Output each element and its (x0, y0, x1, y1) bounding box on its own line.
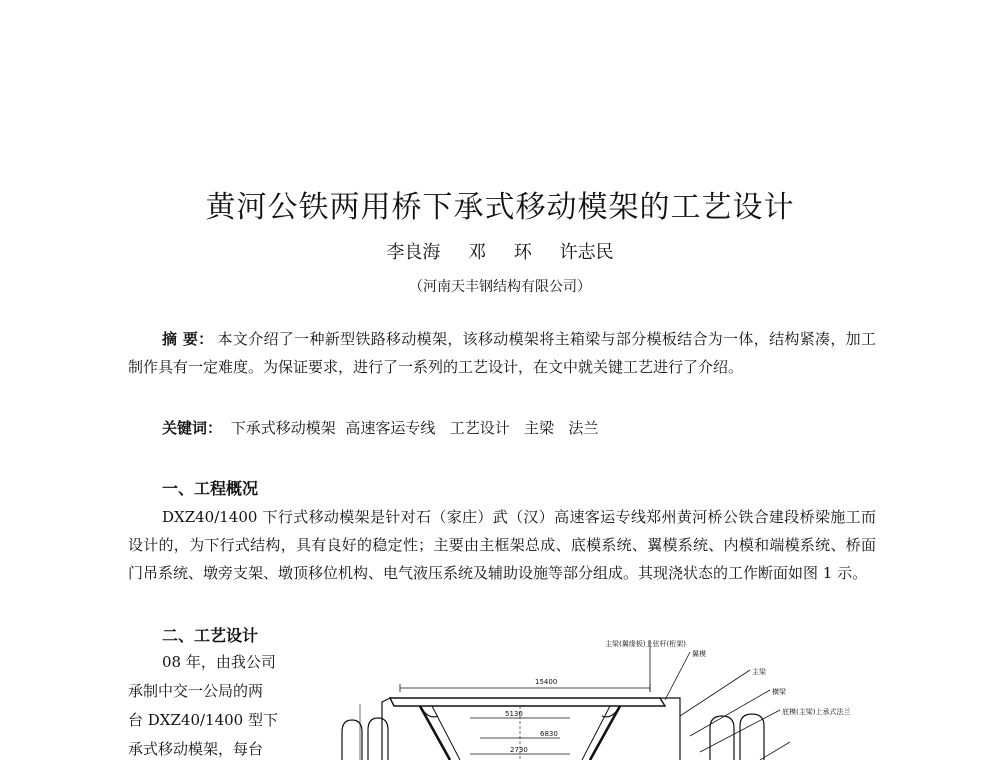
author-affiliation: （河南天丰钢结构有限公司） (409, 279, 591, 295)
author-name: 邓 (468, 242, 487, 263)
dim-label: 2730 (510, 746, 528, 754)
leader-line (665, 652, 690, 700)
section-paragraph: DXZ40/1400 下行式移动模架是针对石（家庄）武（汉）高速客运专线郑州黄河桥公铁合建段桥梁施工而设计的，为下行式结构，具有良好的稳定性；主要由主框架总成、底模系统、翼模系统、内模和端模系统、桥面门吊系统、墩旁支架、墩顶移位机构、电气液压系统及辅助设施等部分组成。其现浇状态的工作断面如图 1 示。 (128, 508, 876, 582)
abstract-label: 摘 要： (162, 330, 214, 348)
author-name: 李良海 (386, 242, 441, 263)
keyword: 工艺设计 (449, 419, 510, 437)
keyword: 主梁 (524, 419, 555, 437)
pier-right-outer (740, 714, 764, 760)
abstract (128, 325, 876, 381)
keyword: 高速客运专线 (345, 419, 436, 437)
dim-label: 15400 (535, 678, 558, 686)
keywords-label: 关键词： (162, 419, 223, 437)
keyword: 下承式移动模架 (230, 419, 336, 437)
deck-top-slab (390, 698, 665, 706)
text-line: 承式移动模架，每台 (128, 740, 264, 758)
author-name: 环 (513, 242, 532, 263)
section-paragraph-narrow (128, 648, 300, 764)
callout-label: 主梁 (752, 668, 766, 676)
left-flange (382, 698, 390, 760)
author-name: 许志民 (559, 242, 614, 263)
web-right (590, 706, 620, 760)
text-line: 台 DXZ40/1400 型下 (128, 711, 278, 729)
paper-title: 黄河公铁两用桥下承式移动模架的工艺设计 (205, 190, 795, 225)
abstract-text: 本文介绍了一种新型铁路移动模架，该移动模架将主箱梁与部分模板结合为一体，结构紧凑，加工制作具有一定难度。为保证要求，进行了一系列的工艺设计，在文中就关键工艺进行了介绍。 (128, 330, 876, 376)
text-line: 承制中交一公局的两 (128, 682, 264, 700)
author-list (0, 238, 1000, 264)
callout-label: 横梁 (772, 688, 786, 696)
leader-line (680, 670, 750, 716)
text-line: 08 年，由我公司 (162, 653, 276, 671)
keyword: 法兰 (568, 419, 599, 437)
cross-section-drawing (320, 632, 880, 760)
callout-label: 底模(主梁)上承式法兰 (782, 708, 851, 716)
callout-label: 翼模 (692, 650, 706, 658)
leader-line (690, 690, 770, 736)
dim-label: 6830 (540, 730, 558, 738)
pier-left-outer (342, 720, 362, 760)
section-heading: 二、工艺设计 (162, 626, 259, 645)
callout-label: 主梁(翼缘板)上弦杆(桁架) (605, 640, 686, 648)
figure-cross-section (320, 632, 880, 760)
pier-left-inner (368, 718, 388, 760)
dim-label: 5130 (505, 710, 523, 718)
right-flange (660, 698, 680, 760)
keywords (162, 417, 598, 438)
section-heading: 一、工程概况 (162, 479, 259, 498)
